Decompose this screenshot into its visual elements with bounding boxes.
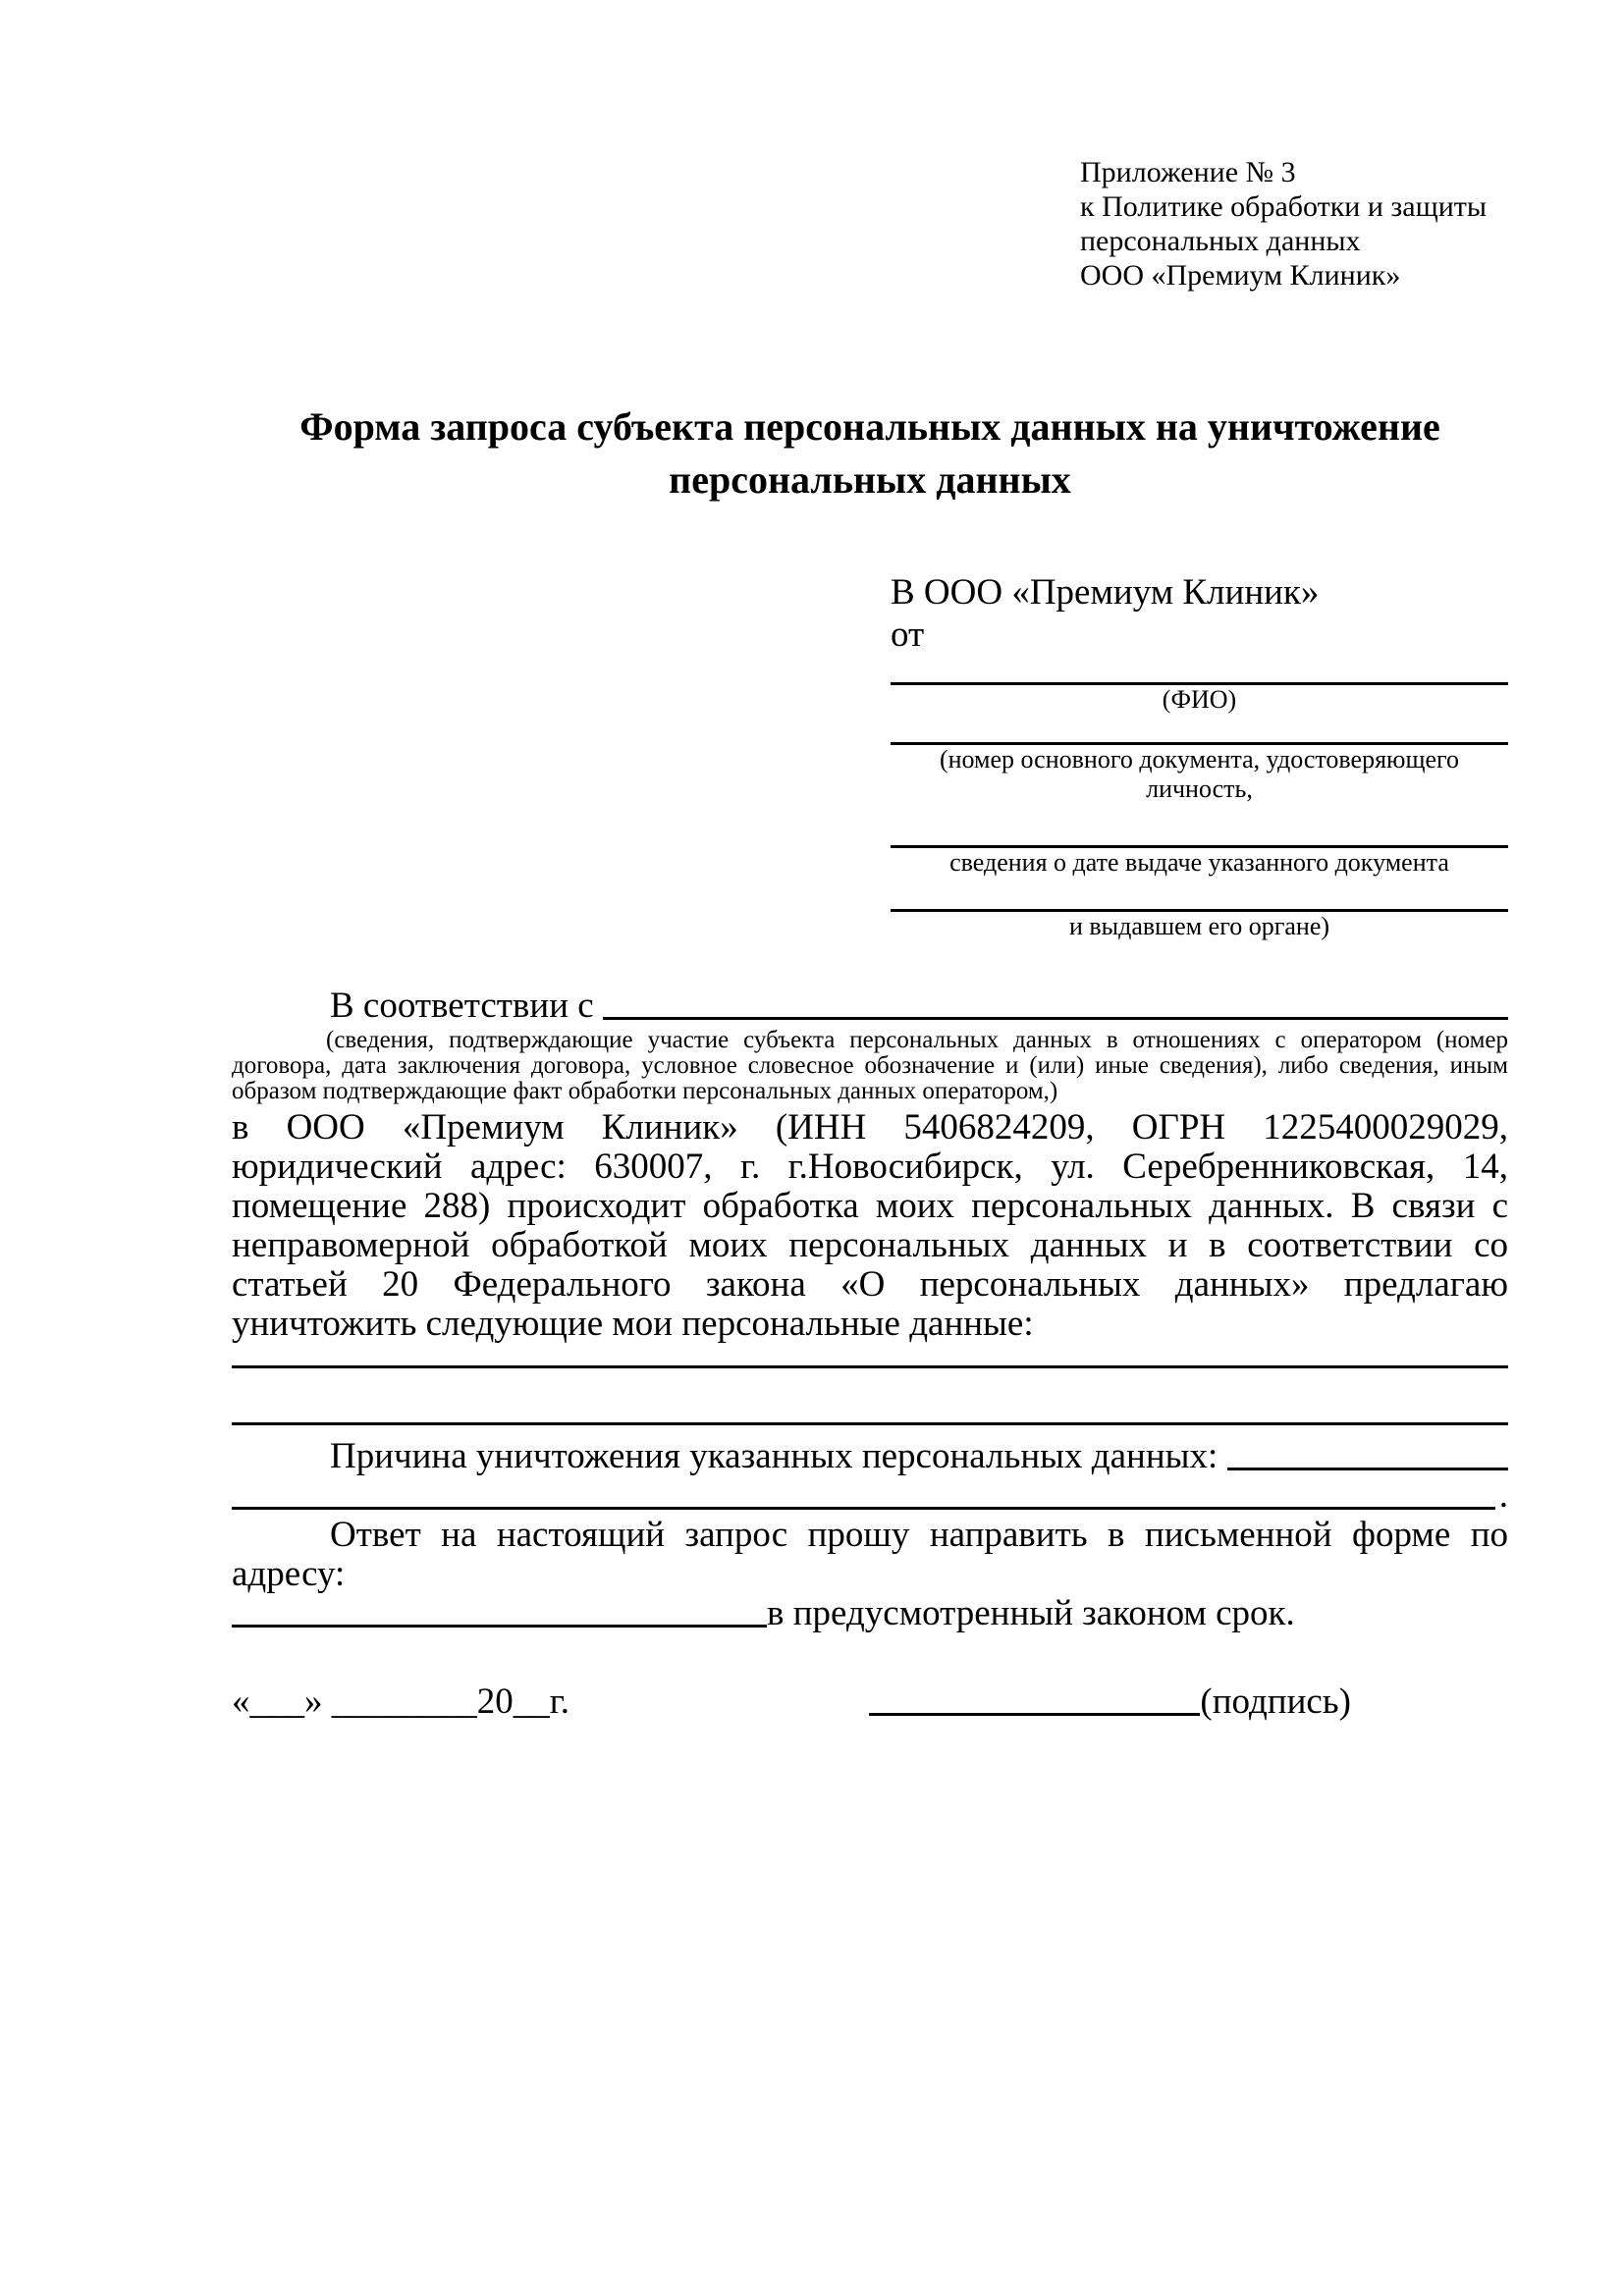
reason-continuation-line bbox=[232, 1476, 1508, 1516]
reason-label: Причина уничтожения указанных персональных данных: bbox=[330, 1436, 1227, 1476]
document-content bbox=[0, 155, 1624, 1722]
period-mark: . bbox=[1498, 1475, 1508, 1516]
term-text: в предусмотренный законом срок. bbox=[767, 1593, 1295, 1633]
address-blank-row bbox=[232, 1594, 1508, 1633]
response-paragraph: Ответ на настоящий запрос прошу направить в письменной форме по адресу: bbox=[232, 1515, 1508, 1594]
consent-fine-print: (сведения, подтверждающие участие субъекта персональных данных в отношениях с оператором (номер договора, дата заключения договора, условное словесное обозначение и (или) иные сведения), либо сведения, иным образом подтверждающие факт обработки персональных данных оператором,) bbox=[232, 1027, 1508, 1104]
consent-lead: В соответствии с bbox=[330, 986, 603, 1026]
appendix-line: к Политике обработки и защиты bbox=[1080, 190, 1488, 223]
address-blank-line bbox=[232, 1625, 767, 1628]
page-title bbox=[232, 400, 1508, 507]
date-field: «___» ________20__г. bbox=[232, 1682, 570, 1722]
signature-caption: (подпись) bbox=[1200, 1682, 1351, 1722]
doc-issuer-blank-line bbox=[891, 878, 1508, 912]
reason-blank-line bbox=[1227, 1468, 1508, 1470]
reason-blank-line-2 bbox=[232, 1507, 1495, 1510]
consent-line bbox=[232, 987, 1508, 1026]
doc-issuer-caption: и выдавшем его органе) bbox=[1068, 912, 1330, 940]
doc-date-caption: сведения о дате выдаче указанного документа bbox=[949, 848, 1449, 877]
addressee-to: В ООО «Премиум Клиник» bbox=[891, 572, 1320, 613]
appendix-block bbox=[1080, 155, 1508, 293]
signature-blank-line bbox=[869, 1713, 1200, 1716]
reason-line bbox=[232, 1437, 1508, 1476]
doc-date-blank-line bbox=[891, 804, 1508, 848]
page-title-line1: Форма запроса субъекта персональных данных на уничтожение bbox=[299, 404, 1440, 449]
appendix-line: персональных данных bbox=[1080, 225, 1361, 257]
data-blank-line-2 bbox=[232, 1422, 1508, 1425]
body-paragraph: в ООО «Премиум Клиник» (ИНН 5406824209, ОГРН 1225400029029, юридический адрес: 630007, г. г.Новосибирск, ул. Серебренниковская, 14, помещение 288) происходит обработка моих персональных данных. В связи с неправомерной обработкой моих персональных данных и в соответствии со статьей 20 Федерального закона «О персональных данных» предлагаю уничтожить следующие мои персональные данные: bbox=[232, 1107, 1508, 1344]
addressee-from: от bbox=[891, 614, 925, 655]
signature-group bbox=[869, 1682, 1351, 1722]
fio-blank-line bbox=[891, 656, 1508, 685]
consent-blank-line bbox=[603, 1017, 1508, 1020]
footer-row bbox=[232, 1682, 1508, 1722]
data-blank-line-1 bbox=[232, 1365, 1508, 1368]
appendix-line: ООО «Премиум Клиник» bbox=[1080, 259, 1401, 292]
doc-number-caption: (номер основного документа, удостоверяющего личность, bbox=[939, 745, 1460, 803]
appendix-line: Приложение № 3 bbox=[1080, 156, 1296, 188]
page-title-line2: персональных данных bbox=[669, 457, 1071, 502]
fio-caption: (ФИО) bbox=[1162, 685, 1237, 714]
doc-number-blank-line bbox=[891, 715, 1508, 745]
addressee-block bbox=[891, 571, 1508, 941]
